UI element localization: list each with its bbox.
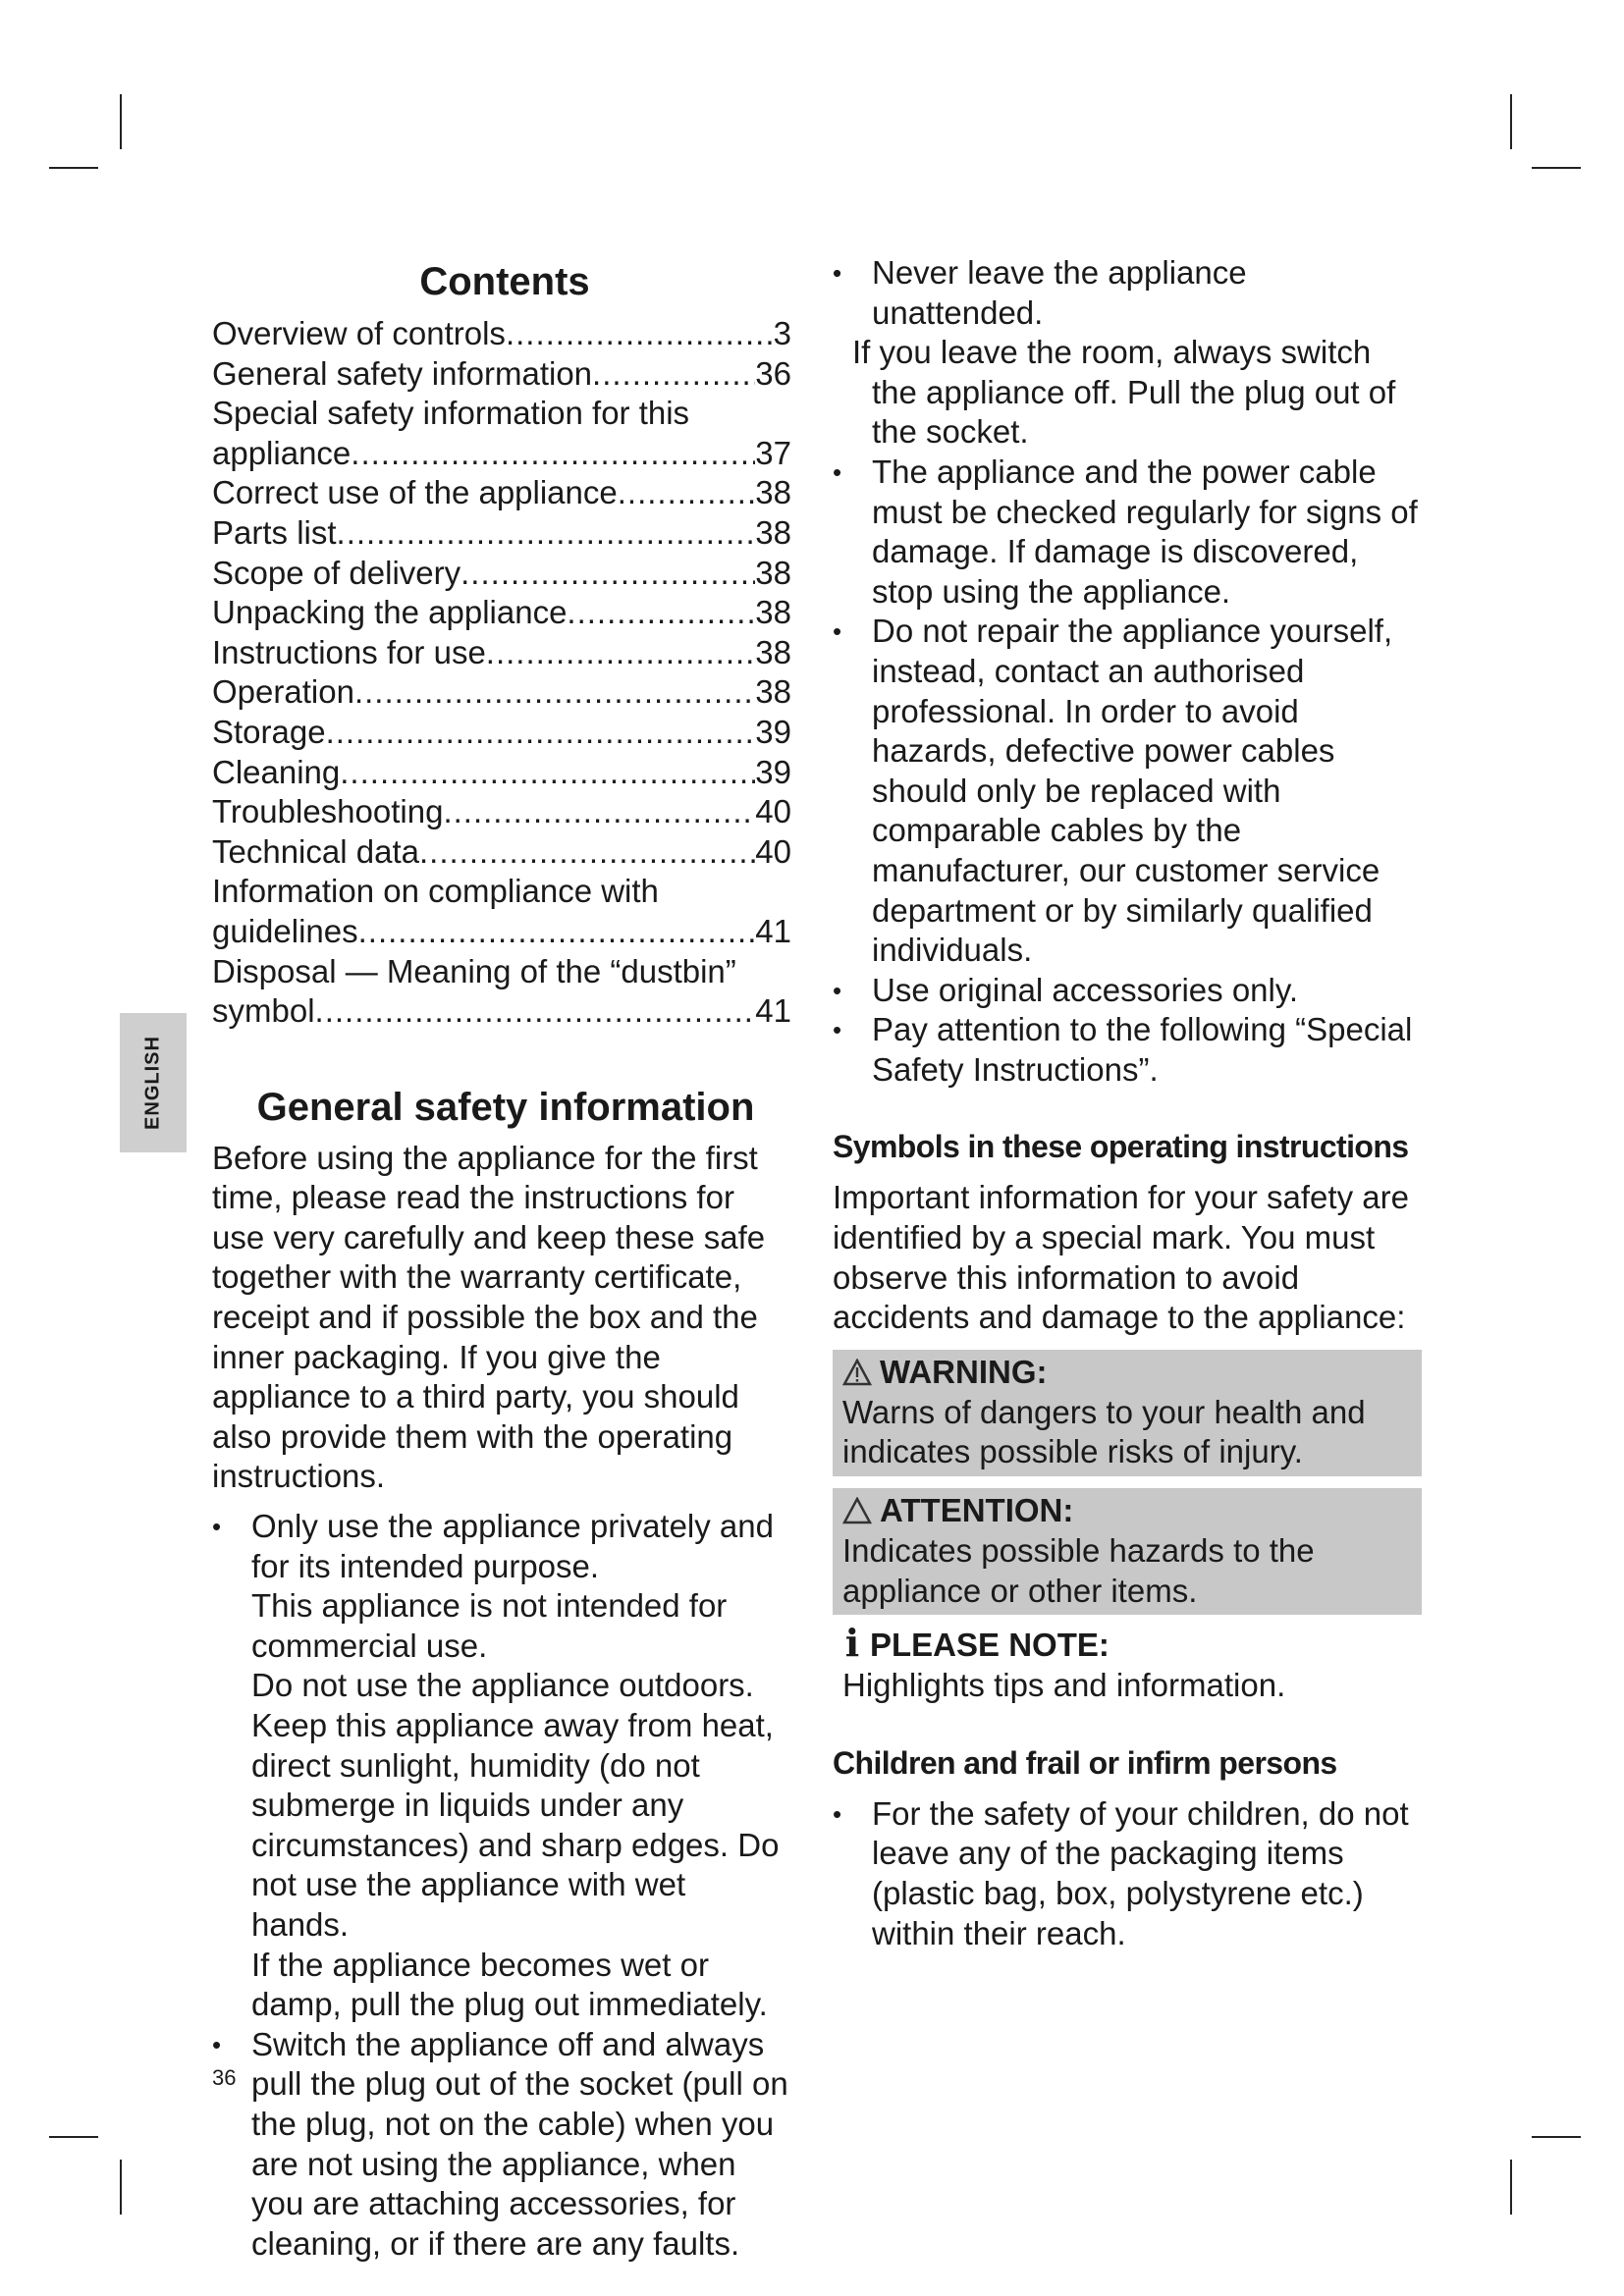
toc-entry <box>212 554 791 594</box>
toc-leader-dots <box>315 991 756 1032</box>
general-safety-bullets <box>212 1507 791 2264</box>
list-item <box>833 612 1422 970</box>
bullet-text: Do not repair the appliance yourself, instead, contact an authorised professional. In order to avoid hazards, defective power cables should only be replaced with comparable cables by the manufacturer, our customer service department or by similarly qualified individuals. <box>872 613 1393 969</box>
crop-mark-top-right-vertical <box>1510 94 1512 149</box>
toc-entry <box>212 633 791 673</box>
warning-triangle-icon <box>842 1359 872 1386</box>
attention-text: Indicates possible hazards to the appliance or other items. <box>842 1532 1315 1609</box>
toc-leader-dots <box>443 792 755 832</box>
bullet-text: If the appliance becomes wet or damp, pull the plug out immediately. <box>251 1946 768 2023</box>
table-of-contents <box>212 314 791 1032</box>
toc-entry-page: 38 <box>755 513 791 551</box>
toc-leader-dots <box>486 633 755 673</box>
bullet-text: If you leave the room, always switch the appliance off. Pull the plug out of the socket. <box>852 334 1396 451</box>
toc-entry <box>212 832 791 873</box>
toc-leader-dots <box>506 314 774 354</box>
toc-entry-page: 40 <box>755 832 791 870</box>
toc-entry-title: Scope of delivery <box>212 554 461 591</box>
toc-entry <box>212 912 791 952</box>
general-safety-intro: Before using the appliance for the first time, please read the instructions for use very carefully and keep these safe together with the warranty certificate, receipt and if possible the box and the inner packaging. If you give the appliance to a third party, you should also provide them with the operating instructions. <box>212 1139 766 1495</box>
crop-mark-bottom-right-vertical <box>1510 2160 1512 2215</box>
toc-entry-page: 38 <box>755 474 791 511</box>
list-item <box>212 1507 791 2025</box>
crop-mark-bottom-right-horizontal <box>1532 2136 1581 2138</box>
bullet-text: Never leave the appliance unattended. <box>872 254 1247 331</box>
bullet-text: Do not use the appliance outdoors. <box>251 1667 754 1704</box>
toc-leader-dots <box>351 434 755 474</box>
toc-entry-page: 39 <box>755 753 791 790</box>
language-side-tab-label: ENGLISH <box>141 1036 164 1130</box>
toc-entry-title: General safety information <box>212 354 593 392</box>
toc-entry-page: 39 <box>755 713 791 750</box>
toc-entry-title: symbol <box>212 992 315 1030</box>
toc-entry-title: Operation <box>212 673 354 711</box>
toc-leader-dots <box>592 354 755 395</box>
list-item <box>833 971 1422 1011</box>
note-text: Highlights tips and information. <box>842 1667 1286 1704</box>
toc-entry-page: 38 <box>755 633 791 670</box>
toc-entry-title: Storage <box>212 713 326 750</box>
toc-entry <box>212 753 791 793</box>
toc-leader-dots <box>419 832 755 873</box>
list-item <box>212 2025 791 2265</box>
note-title-row <box>842 1623 1412 1666</box>
toc-entry-page: 41 <box>755 912 791 949</box>
list-item <box>833 1010 1422 1090</box>
toc-entry-title: Information on compliance with <box>212 873 659 910</box>
toc-entry <box>212 991 791 1032</box>
warning-text: Warns of dangers to your health and indicates possible risks of injury. <box>842 1393 1366 1470</box>
toc-entry-title: guidelines <box>212 912 358 949</box>
note-title: PLEASE NOTE: <box>870 1627 1110 1664</box>
general-safety-heading: General safety information <box>256 1085 755 1129</box>
toc-entry-page: 3 <box>773 315 791 351</box>
toc-entry-title: Correct use of the appliance <box>212 474 618 511</box>
bullet-text: Pay attention to the following “Special Safety Instructions”. <box>872 1011 1413 1088</box>
page-number: 36 <box>212 2065 237 2090</box>
toc-leader-dots <box>358 912 756 952</box>
toc-entry-title: Special safety information for this <box>212 395 690 432</box>
toc-entry-title: Troubleshooting <box>212 793 444 830</box>
toc-entry <box>212 473 791 513</box>
toc-entry-page: 41 <box>755 992 791 1030</box>
toc-leader-dots <box>354 672 755 713</box>
toc-entry <box>212 434 791 474</box>
toc-entry-title: Parts list <box>212 513 337 551</box>
language-side-tab <box>120 1013 187 1152</box>
toc-entry-title: Overview of controls <box>212 315 506 351</box>
warning-title-row <box>842 1352 1412 1393</box>
bullet-text: Only use the appliance privately and for its intended purpose. <box>251 1508 774 1584</box>
toc-leader-dots <box>618 473 756 513</box>
bullet-text: Switch the appliance off and always pull the plug out of the socket (pull on the plug, not on the cable) when you are not using the appliance, when you are attaching accessories, for cleaning, or if there are any faults. <box>251 2025 788 2262</box>
toc-entry-page: 37 <box>755 434 791 471</box>
toc-entry-title-line <box>212 872 791 912</box>
toc-entry <box>212 593 791 633</box>
info-icon: i <box>844 1621 860 1666</box>
attention-triangle-icon <box>842 1497 872 1524</box>
crop-mark-bottom-left-vertical <box>120 2160 122 2215</box>
toc-leader-dots <box>326 713 756 753</box>
crop-mark-top-right-horizontal <box>1532 167 1581 169</box>
left-column <box>212 253 791 2264</box>
toc-leader-dots <box>340 753 755 793</box>
toc-entry-page: 36 <box>755 354 791 392</box>
bullet-text: The appliance and the power cable must be checked regularly for signs of damage. If damage is discovered, stop using the appliance. <box>872 453 1418 610</box>
warning-title: WARNING: <box>880 1353 1048 1390</box>
bullet-text: For the safety of your children, do not leave any of the packaging items (plastic bag, box, polystyrene etc.) within their reach. <box>872 1794 1409 1951</box>
bullet-text: Use original accessories only. <box>872 971 1299 1008</box>
list-item <box>833 253 1422 453</box>
crop-mark-bottom-left-horizontal <box>49 2136 98 2138</box>
right-column <box>833 253 1422 1953</box>
symbols-heading: Symbols in these operating instructions <box>833 1129 1409 1165</box>
toc-entry-page: 38 <box>755 554 791 591</box>
note-box <box>833 1615 1422 1706</box>
list-item <box>833 1794 1422 1953</box>
toc-entry-page: 40 <box>755 793 791 830</box>
toc-entry-page: 38 <box>755 594 791 631</box>
toc-entry-title-line <box>212 394 791 434</box>
toc-entry-title: Cleaning <box>212 753 341 790</box>
children-bullets <box>833 1794 1422 1953</box>
warning-box <box>833 1350 1422 1476</box>
toc-entry-title: Unpacking the appliance <box>212 594 568 631</box>
toc-leader-dots <box>460 554 755 594</box>
toc-entry-title: Technical data <box>212 832 419 870</box>
toc-entry <box>212 672 791 713</box>
toc-entry <box>212 713 791 753</box>
attention-box <box>833 1488 1422 1615</box>
toc-entry <box>212 513 791 554</box>
toc-entry-title: appliance <box>212 434 352 471</box>
toc-entry-title-line <box>212 952 791 992</box>
toc-entry <box>212 314 791 354</box>
toc-leader-dots <box>337 513 756 554</box>
toc-entry <box>212 792 791 832</box>
crop-mark-top-left-vertical <box>120 94 122 149</box>
children-heading: Children and frail or infirm persons <box>833 1744 1337 1781</box>
attention-title-row <box>842 1490 1412 1531</box>
toc-leader-dots <box>567 593 755 633</box>
bullet-text: This appliance is not intended for commercial use. <box>251 1587 728 1664</box>
toc-entry-title: Disposal — Meaning of the “dustbin” <box>212 952 736 989</box>
toc-entry-title: Instructions for use <box>212 633 486 670</box>
symbols-intro: Important information for your safety are identified by a special mark. You must observe this information to avoid accidents and damage to the appliance: <box>833 1179 1409 1336</box>
toc-entry <box>212 354 791 395</box>
toc-entry-page: 38 <box>755 673 791 711</box>
attention-title: ATTENTION: <box>880 1492 1074 1529</box>
general-safety-bullets-right <box>833 253 1422 1090</box>
crop-mark-top-left-horizontal <box>49 167 98 169</box>
contents-heading: Contents <box>419 260 590 303</box>
list-item <box>833 453 1422 612</box>
bullet-text: Keep this appliance away from heat, direct sunlight, humidity (do not submerge in liquids under any circumstances) and sharp edges. Do not use the appliance with wet hands. <box>251 1707 780 1943</box>
